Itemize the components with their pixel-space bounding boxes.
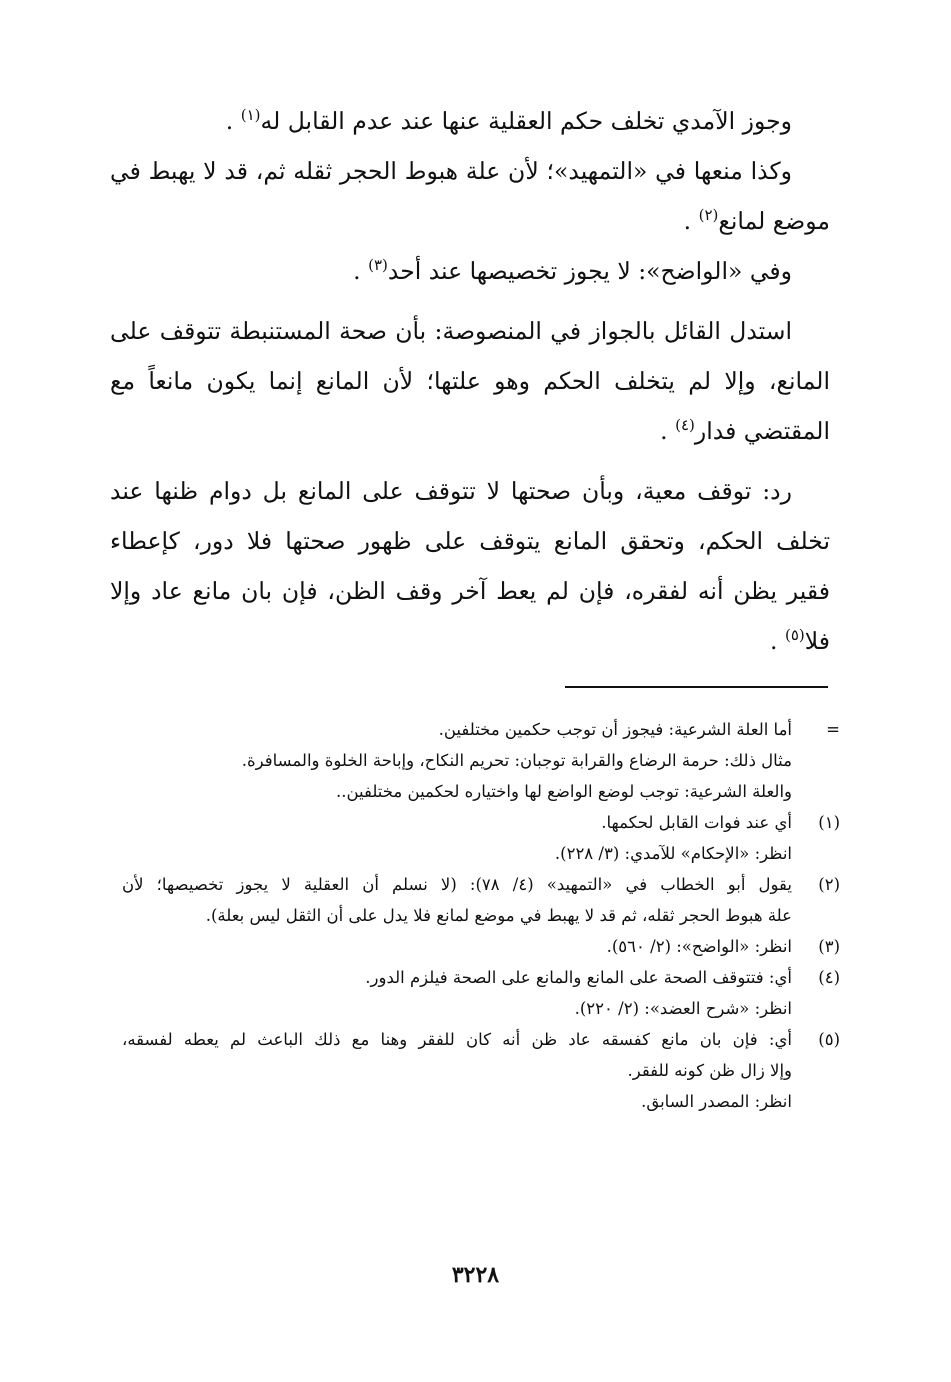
footnote-text: أي: فتتوقف الصحة على المانع والمانع على الصحة فيلزم الدور. xyxy=(365,968,792,987)
footnote-ref-1: (١) xyxy=(240,106,261,125)
body-line-6 xyxy=(110,356,830,406)
period: . xyxy=(353,257,361,285)
footnote-1 xyxy=(122,807,840,838)
body-text: وكذا منعها في «التمهيد»؛ لأن علة هبوط الحجر ثقله ثم، قد لا يهبط في xyxy=(110,157,792,185)
footnote-text: أي: فإن بان مانع كفسقه عاد ظن أنه كان للفقر وهنا مع ذلك الباعث لم يعطه لفسقه، xyxy=(122,1030,792,1049)
footnote-text: والعلة الشرعية: توجب لوضع الواضع لها واختياره لحكمين مختلفين.. xyxy=(335,782,792,801)
footnote-text: انظر: «الإحكام» للآمدي: (٣/ ٢٢٨). xyxy=(554,844,792,863)
footnote-4 xyxy=(122,962,840,993)
footnote-2 xyxy=(122,869,840,900)
footnote-line xyxy=(122,745,840,776)
footnote-line xyxy=(122,900,840,931)
footnote-line xyxy=(122,776,840,807)
footnote-number: (١) xyxy=(818,813,840,832)
footnote-line xyxy=(122,838,840,869)
footnotes xyxy=(122,714,840,1117)
footnote-5 xyxy=(122,1024,840,1055)
footnote-line xyxy=(122,993,840,1024)
period: . xyxy=(660,417,668,445)
footnote-line xyxy=(122,1055,840,1086)
footnote-ref-5: (٥) xyxy=(784,626,805,645)
period: . xyxy=(769,627,778,655)
footnote-ref-3: (٣) xyxy=(368,256,388,275)
body-line-1 xyxy=(110,96,830,146)
footnote-text: مثال ذلك: حرمة الرضاع والقرابة توجبان: تحريم النكاح، وإباحة الخلوة والمسافرة. xyxy=(241,751,792,770)
page-number: ٣٢٢٨ xyxy=(451,1262,500,1288)
period: . xyxy=(683,207,692,235)
footnote-number: (٢) xyxy=(818,875,840,894)
footnote-ref-4: (٤) xyxy=(675,416,695,435)
footnote-text: أي عند فوات القابل لحكمها. xyxy=(601,813,792,832)
body-text: فقير يظن أنه لفقره، فإن لم يعط آخر وقف الظن، فإن بان مانع عاد وإلا xyxy=(110,577,830,605)
footnote-text: وإلا زال ظن كونه للفقر. xyxy=(627,1061,792,1080)
body-text: وفي «الواضح»: لا يجوز تخصيصها عند أحد xyxy=(387,257,792,285)
continuation-mark: = xyxy=(826,720,840,739)
footnote-text: يقول أبو الخطاب في «التمهيد» (٤/ ٧٨): (لا نسلم أن العقلية لا يجوز تخصيصها؛ لأن xyxy=(122,875,792,894)
footnote-number: (٥) xyxy=(818,1030,840,1049)
body-text: وجوز الآمدي تخلف حكم العقلية عنها عند عدم القابل له xyxy=(260,107,792,135)
period: . xyxy=(225,107,234,135)
footnote-3 xyxy=(122,931,840,962)
body-text: موضع لمانع xyxy=(718,207,830,235)
main-text xyxy=(110,96,830,666)
footnote-text: انظر: المصدر السابق. xyxy=(641,1092,792,1111)
footnote-text: انظر: «الواضح»: (٢/ ٥٦٠). xyxy=(606,937,792,956)
body-text: تخلف الحكم، وتحقق المانع يتوقف على ظهور صحتها فلا دور، كإعطاء xyxy=(110,527,830,555)
body-text: رد: توقف معية، وبأن صحتها لا تتوقف على المانع بل دوام ظنها عند xyxy=(110,477,792,505)
footnote-number: (٣) xyxy=(818,937,840,956)
body-line-2 xyxy=(110,146,830,196)
footnote-text: أما العلة الشرعية: فيجوز أن توجب حكمين مختلفين. xyxy=(438,720,792,739)
body-line-10 xyxy=(110,566,830,616)
body-text: المقتضي فدار xyxy=(694,417,830,445)
body-line-9 xyxy=(110,516,830,566)
body-line-11 xyxy=(110,616,830,666)
body-text: المانع، وإلا لم يتخلف الحكم وهو علتها؛ لأن المانع إنما يكون مانعاً مع xyxy=(110,367,830,395)
footnote-line xyxy=(122,714,840,745)
footnote-number: (٤) xyxy=(818,968,840,987)
body-line-7 xyxy=(110,406,830,456)
body-line-4 xyxy=(110,246,830,296)
footnote-line xyxy=(122,1086,840,1117)
footnote-separator xyxy=(565,686,828,688)
footnote-ref-2: (٢) xyxy=(698,206,719,225)
body-line-5 xyxy=(110,306,830,356)
footnote-text: انظر: «شرح العضد»: (٢/ ٢٢٠). xyxy=(574,999,792,1018)
body-text: استدل القائل بالجواز في المنصوصة: بأن صحة المستنبطة تتوقف على xyxy=(110,317,792,345)
footnote-text: علة هبوط الحجر ثقله، ثم قد لا يهبط في موضع لمانع فلا يدل على أن الثقل ليس بعلة). xyxy=(205,906,792,925)
body-line-8 xyxy=(110,466,830,516)
body-line-3 xyxy=(110,196,830,246)
body-text: فلا xyxy=(804,627,830,655)
